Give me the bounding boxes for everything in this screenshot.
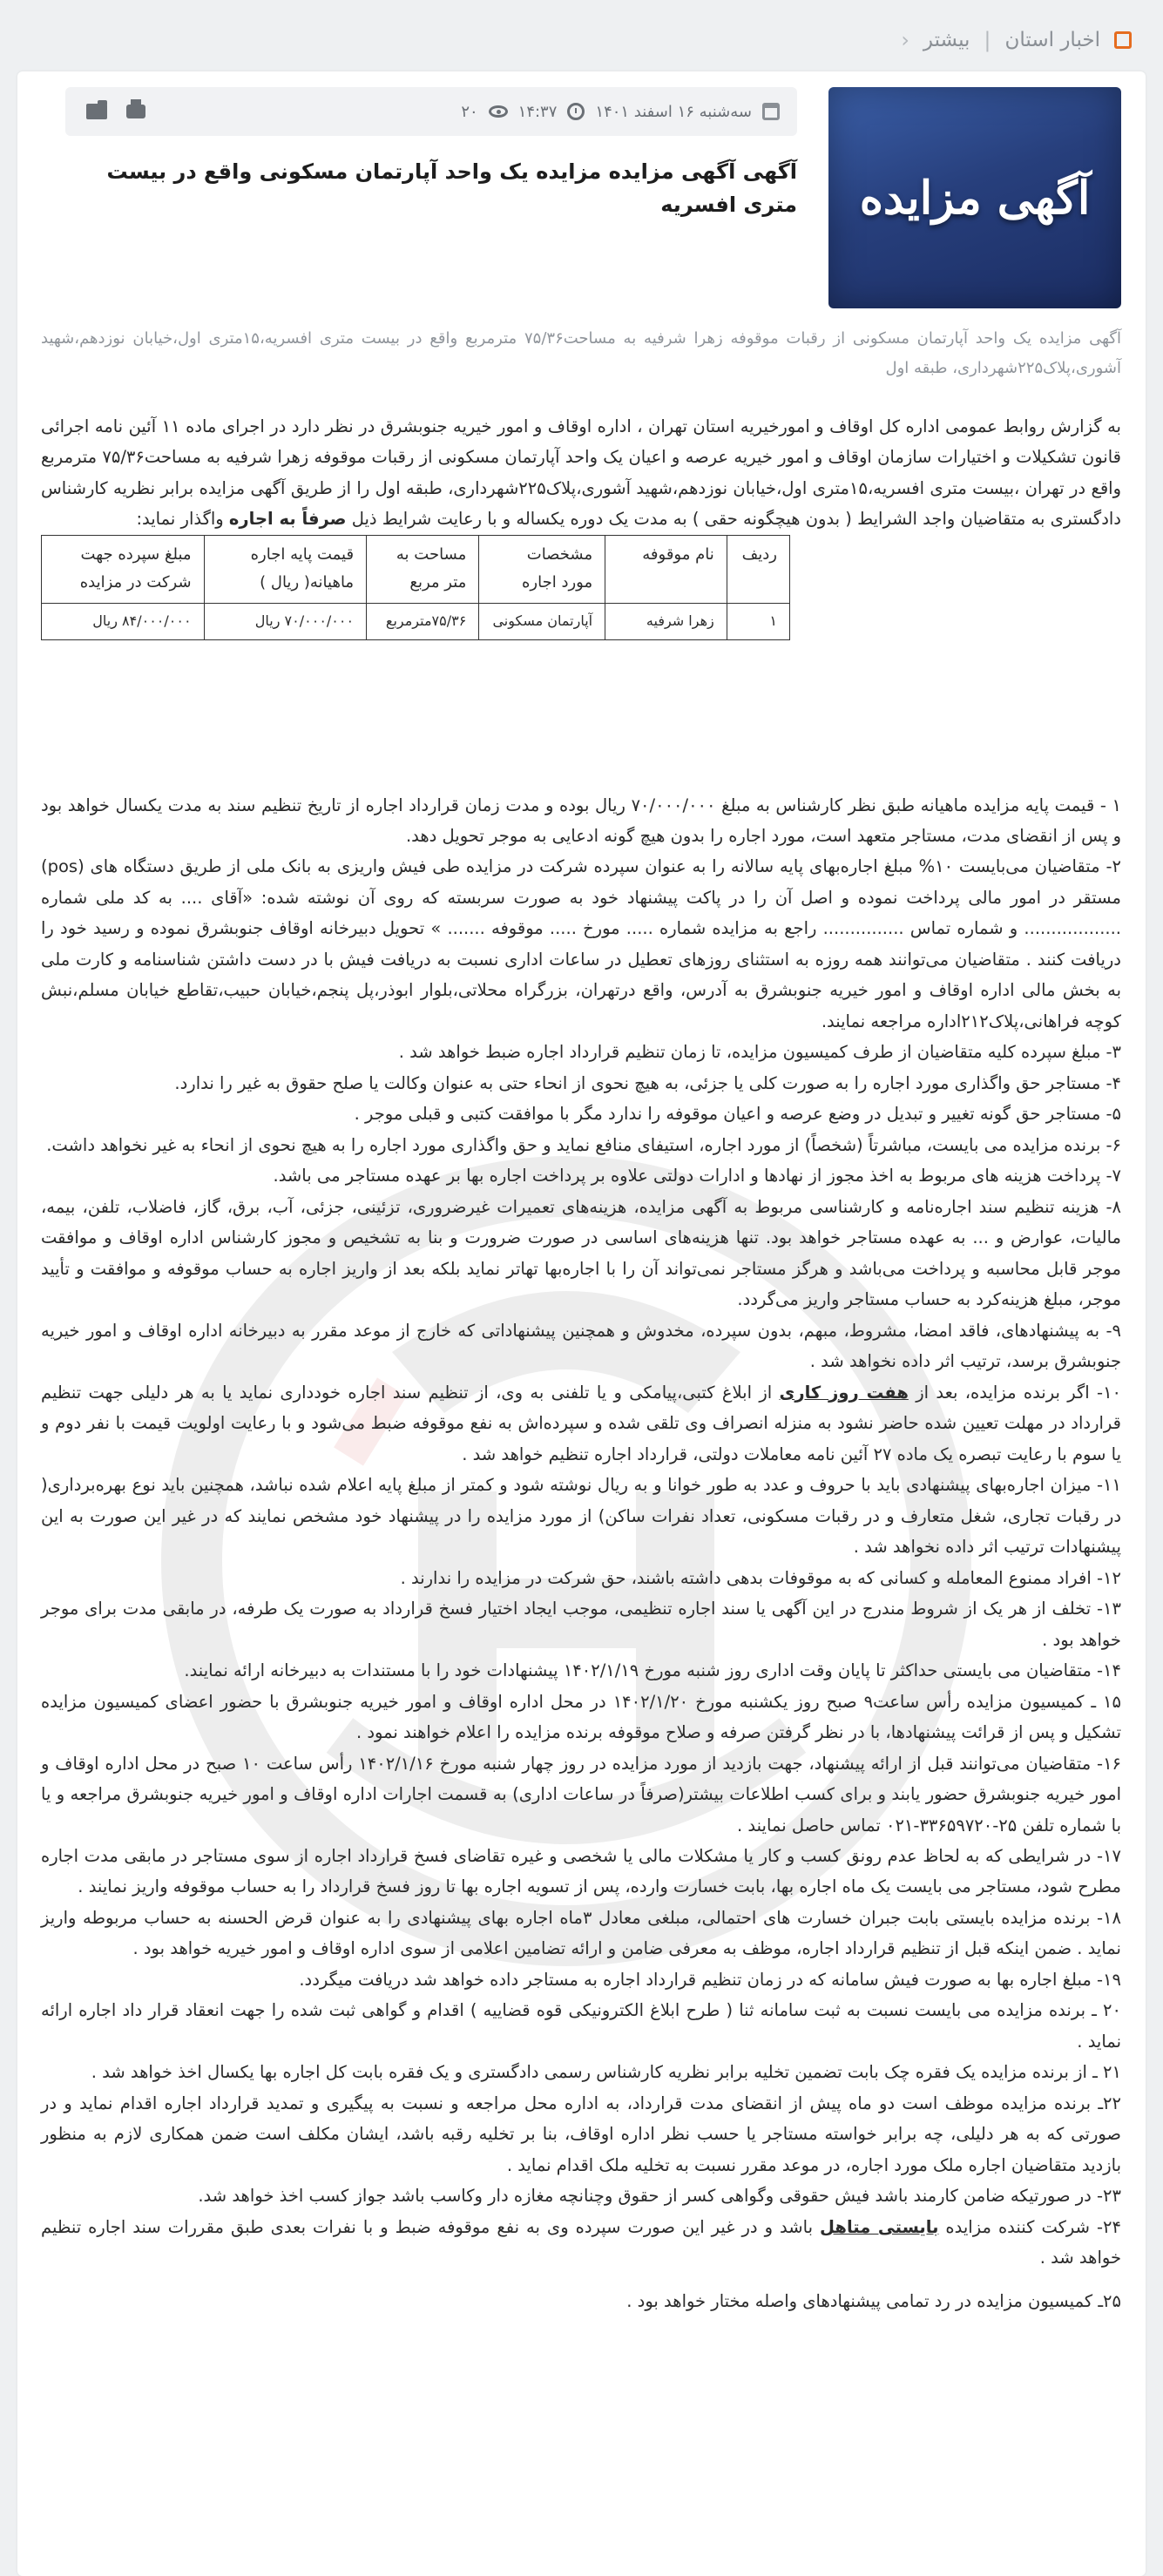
condition-item: ۴- مستاجر حق واگذاری مورد اجاره را به صورت کلی یا جزئی، به هیچ نحوی از انحاء حتی به عنوان وکالت یا صلح حقوق به غیر را ندارد. xyxy=(174,1072,1121,1093)
view-count: ۲۰ xyxy=(461,102,478,121)
news-banner-image xyxy=(828,87,1121,308)
folder-icon[interactable] xyxy=(86,104,107,119)
condition-item: ۲۰ ـ برنده مزایده می بایست نسبت به ثبت سامانه ثنا ( طرح ابلاغ الکترونیکی قوه قضاییه ) اقدام و گواهی ثبت شده را جهت انعقاد قرار داد اجاره ارائه نماید . xyxy=(41,2000,1121,2052)
condition-item: ۱ - قیمت پایه مزایده ماهیانه طبق نظر کارشناس به مبلغ ۷۰/۰۰۰/۰۰۰ ریال بوده و مدت زمان قرارداد اجاره از تاریخ تنظیم سند به مدت یکسال خواهد بود و پس از انقضای مدت، مستاجر متعهد است، مورد اجاره را بدون هیچ گونه ادعایی به موجر تحویل دهد. xyxy=(41,794,1122,846)
condition-item: ۱۳- تخلف از هر یک از شروط مندرج در این آگهی یا سند اجاره تنظیمی، موجب ایجاد اختیار فسخ قرارداد به صورت یک طرفه، در مابقی مدت برای موجر خواهد بود . xyxy=(41,1599,1121,1650)
chevron-left-icon: ‹ xyxy=(901,28,909,52)
condition-item: ۲۱ ـ از برنده مزایده یک فقره چک بابت تضمین تخلیه برابر نظریه کارشناس رسمی دادگستری و یک فقره بابت کل اجاره بها یکسال اخذ خواهد شد . xyxy=(91,2062,1121,2083)
table-cell: زهرا شرفیه xyxy=(605,603,727,639)
table-row xyxy=(42,603,790,639)
intro-text-a: به گزارش روابط عمومی اداره کل اوقاف و امورخیریه استان تهران ، اداره اوقاف و امور خیریه جنوبشرق در نظر دارد در اجرای ماده ۱۱ آئین نامه اجرائی قانون تشکیلات و اختیارات سازمان اوقاف و امور خیریه عرصه و اعیان یک واحد آپارتمان مسکونی از رقبات موقوفه زهرا شرفیه به مساحت۷۵/۳۶ مترمربع واقع در تهران ،بیست متری افسریه،۱۵متری اول،خیابان نوزدهم،شهید آشوری،پلاک۲۲۵شهرداری، طبقه اول را از طریق آگهی مزایده برابر نظریه کارشناس دادگستری به متقاضیان واجد الشرایط ( بدون هیچگونه حقی ) به مدت یک دوره یکساله و با رعایت شرایط ذیل xyxy=(41,416,1121,530)
condition-emphasis: بایستی متاهل xyxy=(820,2216,939,2237)
publish-date: سه‌شنبه ۱۶ اسفند ۱۴۰۱ xyxy=(595,102,752,121)
condition-item: ۱۷- در شرایطی که به لحاظ عدم رونق کسب و کار یا مشکلات مالی یا شخصی و غیره تقاضای فسخ قرارداد اجاره از سوی مستاجر در مابقی مدت اجاره مطرح شود، مستاجر می بایست یک ماه اجاره بها، بابت خسارت وارده، پس از تسویه اجاره بها تا روز فسخ قرارداد را به حساب موقوفه واریز نمایند . xyxy=(41,1845,1121,1897)
condition-item: ۲- متقاضیان می‌بایست ۱۰% مبلغ اجاره‌بهای پایه سالانه را به عنوان سپرده شرکت در مزایده طی فیش واریزی به بانک ملی از طریق دستگاه های (pos) مستقر در امور مالی پرداخت نموده و اصل آن را در پاکت پیشنهاد خود به صورت سربسته که روی آن نوشته شده: «آقای .... به کد ملی شماره .................. و شماره تماس ............... راجع به مزایده شماره ..... مورخ ..... موقوفه ....... » تحویل دبیرخانه اوقاف جنوبشرق نموده و رسید خود را دریافت کنند . متقاضیان می‌توانند همه روزه به استثنای روزهای تعطیل در ساعات اداری نسبت به دریافت فیش با در دست داشتن شناسنامه و کارت ملی به بخش مالی اداره اوقاف و امور خیریه جنوبشرق به آدرس، واقع درتهران، بزرگراه محلاتی،بلوار ابوذر،پل پنجم،خیابان حبیب،تقاطع خیابان مسلم،نبش کوچه فراهانی،پلاک۲۱۲اداره مراجعه نمایند. xyxy=(41,856,1121,1031)
asset-table xyxy=(41,535,790,640)
table-cell: ۸۴/۰۰۰/۰۰۰ ریال xyxy=(42,603,205,639)
conditions-list xyxy=(41,790,1121,2317)
article-body xyxy=(41,411,1121,2316)
col-header: مساحت به متر مربع xyxy=(367,535,479,603)
breadcrumb-section-link[interactable]: اخبار استان xyxy=(1004,29,1100,51)
separator-bar-icon: | xyxy=(984,28,991,52)
table-cell: ۷۰/۰۰۰/۰۰۰ ریال xyxy=(204,603,367,639)
condition-emphasis: هفت روز کاری xyxy=(779,1382,909,1403)
article-card xyxy=(17,71,1146,2576)
condition-item: ۸- هزینه تنظیم سند اجاره‌نامه و کارشناسی مربوط به آگهی مزایده، هزینه‌های تعمیرات غیرضروری، تزئینی، جزئی، آب، برق، گاز، فاضلاب، تلفن، بیمه، مالیات، عوارض و ... به عهده مستاجر خواهد بود. تنها هزینه‌های اساسی در صورت ضرورت و بنا به تشخیص و مجوز کارشناس اداره اوقاف و موافقت موجر قابل محاسبه و پرداخت می‌باشد و هرگز مستاجر نمی‌تواند آن را با اجاره‌بها تهاتر نماید بلکه بعد از واریز اجاره به حساب موقوفه و موافقت و تأیید موجر، مبلغ هزینه‌کرد به حساب مستاجر واریز می‌گردد. xyxy=(41,1196,1121,1310)
condition-item: ۱۴- متقاضیان می بایستی حداکثر تا پایان وقت اداری روز شنبه مورخ ۱۴۰۲/۱/۱۹ پیشنهادات خود را با مستندات به دبیرخانه ارائه نمایند. xyxy=(184,1660,1121,1681)
col-header: قیمت پایه اجاره ماهیانه( ریال ) xyxy=(204,535,367,603)
condition-item: ۱۲- افراد ممنوع المعامله و کسانی که به موقوفات بدهی داشته باشند، حق شرکت در مزایده را ندارند . xyxy=(400,1567,1121,1588)
condition-text: ۲۴- شرکت کننده مزایده xyxy=(945,2216,1121,2237)
condition-item: ۳- مبلغ سپرده کلیه متقاضیان از طرف کمیسیون مزایده، تا زمان تنظیم قرارداد اجاره ضبط خواهد شد . xyxy=(398,1042,1121,1063)
col-header: ردیف xyxy=(727,535,789,603)
intro-bold: صرفاً به اجاره xyxy=(228,509,347,530)
banner-text: آگهی مزایده xyxy=(859,171,1091,225)
calendar-icon xyxy=(762,103,780,120)
condition-item: ۱۹- مبلغ اجاره بها به صورت فیش سامانه که در زمان تنظیم قرارداد اجاره به مستاجر داده خواهد شد دریافت میگردد. xyxy=(299,1969,1121,1990)
table-cell: آپارتمان مسکونی xyxy=(479,603,605,639)
condition-item xyxy=(41,1377,1121,1470)
table-cell: ۱ xyxy=(727,603,789,639)
condition-item: ۲۵ـ کمیسیون مزایده در رد تمامی پیشنهادهای واصله مختار خواهد بود . xyxy=(626,2290,1121,2311)
printer-icon[interactable] xyxy=(126,105,145,118)
section-icon xyxy=(1114,31,1132,49)
condition-item xyxy=(41,2212,1121,2274)
condition-item: ۵- مستاجر حق گونه تغییر و تبدیل در وضع عرصه و اعیان موقوفه را ندارد مگر با موافقت کتبی و قبلی موجر . xyxy=(354,1104,1121,1125)
table-wrapper xyxy=(41,535,1121,640)
condition-text: از ابلاغ کتبی،پیامکی و یا تلفنی به وی، از تنظیم سند اجاره خودداری نماید یا به هر دلیلی جهت تنظیم قرارداد در مهلت تعیین شده حاضر نشود به منزله انصراف وی تلقی شده و سپرده‌اش به نفع موقوفه ضبط می‌شود و با رعایت اولویت قیمت با نفر دوم و یا سوم با رعایت تبصره یک ماده ۲۷ آئین نامه معاملات دولتی، قرارداد اجاره تنظیم خواهد شد . xyxy=(41,1382,1121,1464)
condition-text: ۱۰- اگر برنده مزایده، بعد از xyxy=(916,1382,1122,1403)
publish-time: ۱۴:۳۷ xyxy=(517,102,558,121)
intro-text-b: واگذار نماید: xyxy=(136,509,224,530)
condition-item: ۲۲ـ برنده مزایده موظف است دو ماه پیش از انقضای مدت قرارداد، به اداره محل مراجعه و نسبت به پیگیری و تمدید قرارداد اجاره اقدام نماید و در صورتی که به هر دلیلی، چه برابر خواسته مستاجر یا حسب نظر اداره اوقاف، بنا بر تخلیه رقبه باشد، ایشان مکلف است ضمن همکاری لازم به منظور بازدید متقاضیان اجاره ملک مورد اجاره، در موعد مقرر نسبت به تخلیه ملک اقدام نماید . xyxy=(41,2093,1121,2175)
condition-item: ۹- به پیشنهادهای، فاقد امضا، مشروط، مبهم، بدون سپرده، مخدوش و همچنین پیشنهاداتی که خارج از موعد مقرر به دبیرخانه اداره اوقاف و امور خیریه جنوبشرق برسد، ترتیب اثر داده نخواهد شد . xyxy=(41,1320,1121,1372)
eye-icon xyxy=(489,105,508,118)
intro-paragraph xyxy=(41,411,1121,535)
condition-item: ۲۳- در صورتیکه ضامن کارمند باشد فیش حقوقی وگواهی کسر از حقوق وچنانچه مغازه دار وکاسب باشد جواز کسب اخذ خواهد شد. xyxy=(198,2186,1121,2207)
article-title: آگهی آگهی مزایده مزایده یک واحد آپارتمان مسکونی واقع در بیست متری افسریه xyxy=(106,159,797,218)
clock-icon xyxy=(567,103,585,120)
col-header: مبلغ سپرده جهت شرکت در مزایده xyxy=(42,535,205,603)
condition-item: ۶- برنده مزایده می بایست، مباشرتاً (شخصاً) از مورد اجاره، استیفای منافع نماید و حق واگذاری مورد اجاره را به هیچ نحوی از انحاء به غیر نخواهد داشت. xyxy=(46,1134,1121,1155)
table-header-row xyxy=(42,535,790,603)
article-meta-bar xyxy=(65,87,797,136)
breadcrumb-more-link[interactable]: بیشتر xyxy=(923,29,970,51)
col-header: مشخصات مورد اجاره xyxy=(479,535,605,603)
condition-item: ۷- پرداخت هزینه های مربوط به اخذ مجوز از نهادها و ادارات دولتی علاوه بر پرداخت اجاره بها بر عهده مستاجر می باشد. xyxy=(273,1166,1121,1187)
condition-item: ۱۶- متقاضیان می‌توانند قبل از ارائه پیشنهاد، جهت بازدید از مورد مزایده در روز چهار شنبه مورخ ۱۴۰۲/۱/۱۶ رأس ساعت ۱۰ صبح در محل اداره اوقاف و امور خیریه جنوبشرق حضور یابند و برای کسب اطلاعات بیشتر(صرفاً در ساعات اداری) به قسمت اجارات اداره اوقاف و امور خیریه جنوبشرق مراجعه و یا با شماره تلفن ۲۵-۳۳۶۵۹۷۲۰-۰۲۱ تماس حاصل نمایند . xyxy=(41,1753,1122,1836)
table-cell: ۷۵/۳۶مترمربع xyxy=(367,603,479,639)
article-lead: آگهی مزایده یک واحد آپارتمان مسکونی از رقبات موقوفه زهرا شرفیه به مساحت۷۵/۳۶ مترمربع واقع در بیست متری افسریه،۱۵متری اول،خیابان نوزدهم،شهید آشوری،پلاک۲۲۵شهرداری، طبقه اول xyxy=(41,329,1121,378)
condition-item: ۱۱- میزان اجاره‌بهای پیشنهادی باید با حروف و عدد به طور خوانا و به ریال نوشته شود و کمتر از مبلغ پایه اعلام شده نباشد، همچنین باید نوع بهره‌برداری( در رقبات تجاری، شغل متعارف و در رقبات مسکونی، تعداد نفرات ساکن) از مورد مزایده را در پیشنهاد خود مشخص نمایند که در غیر این صورت به این پیشنهادات ترتیب اثر داده نخواهد شد . xyxy=(41,1475,1121,1558)
condition-text: باشد و در غیر این صورت سپرده وی به نفع موقوفه ضبط و با نفرات بعدی طبق مقررات سند اجاره تنظیم خواهد شد . xyxy=(41,2216,1121,2268)
condition-item: ۱۸- برنده مزایده بایستی بابت جبران خسارت های احتمالی، مبلغی معادل ۳ماه اجاره بهای پیشنهادی را به عنوان قرض الحسنه به حساب مربوطه واریز نماید . ضمن اینکه قبل از تنظیم قرارداد اجاره، موظف به معرفی ضامن و ارائه تضامین اعلامی از سوی اداره اوقاف و امور خیریه خواهد بود . xyxy=(41,1907,1121,1959)
condition-item: ۱۵ ـ کمیسیون مزایده رأس ساعت۹ صبح روز یکشنبه مورخ ۱۴۰۲/۱/۲۰ در محل اداره اوقاف و امور خیریه جنوبشرق با حضور اعضای کمیسیون مزایده تشکیل و پس از قرائت پیشنهادها، با در نظر گرفتن صرفه و صلاح موقوفه برنده مزایده را اعلام خواهند نمود . xyxy=(41,1691,1121,1743)
breadcrumb xyxy=(901,28,1132,52)
col-header: نام موقوفه xyxy=(605,535,727,603)
